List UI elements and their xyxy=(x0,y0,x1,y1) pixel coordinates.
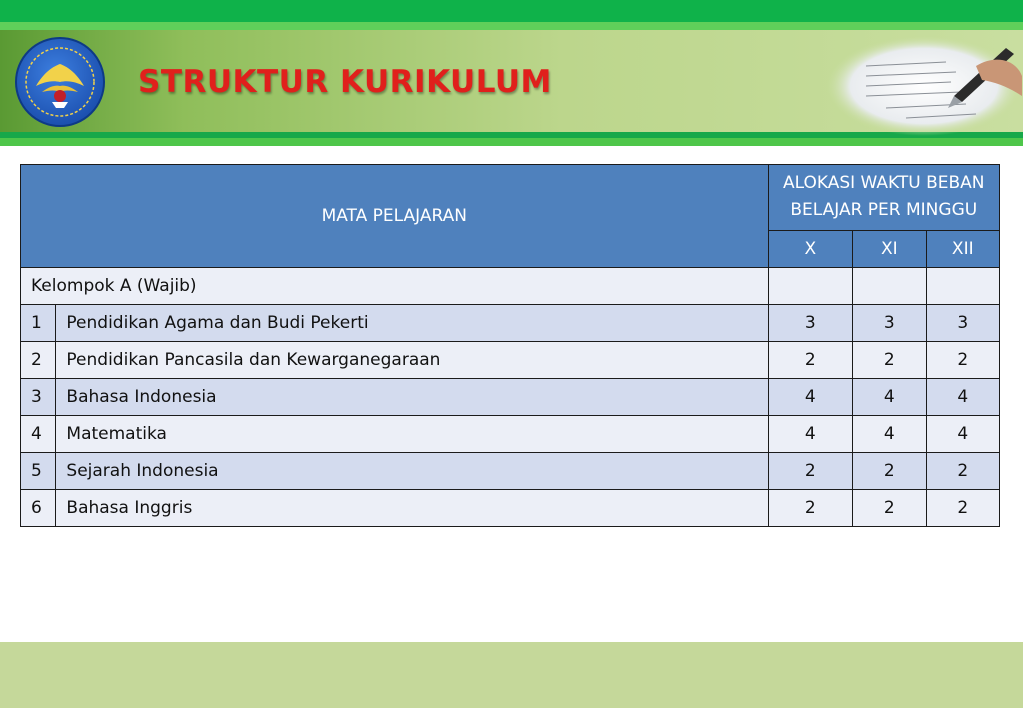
hours-x: 3 xyxy=(768,305,853,342)
row-number: 3 xyxy=(21,379,56,416)
subject-name: Pendidikan Pancasila dan Kewarganegaraan xyxy=(56,342,768,379)
hours-x: 2 xyxy=(768,490,853,527)
hours-xii: 4 xyxy=(926,379,999,416)
hours-xi: 3 xyxy=(853,305,926,342)
slide-header xyxy=(0,0,1023,160)
group-label: Kelompok A (Wajib) xyxy=(21,268,769,305)
subject-name: Sejarah Indonesia xyxy=(56,453,768,490)
subject-name: Pendidikan Agama dan Budi Pekerti xyxy=(56,305,768,342)
table-row xyxy=(21,379,1000,416)
table-row xyxy=(21,342,1000,379)
subject-name: Matematika xyxy=(56,416,768,453)
row-number: 4 xyxy=(21,416,56,453)
hours-xi: 4 xyxy=(853,416,926,453)
header-bottom-band-light xyxy=(0,138,1023,146)
table-row xyxy=(21,490,1000,527)
slide-footer xyxy=(0,642,1023,708)
hours-xi: 2 xyxy=(853,342,926,379)
hours-x: 4 xyxy=(768,379,853,416)
subject-column-header: MATA PELAJARAN xyxy=(21,165,769,268)
grade-header-x: X xyxy=(768,230,853,267)
group-row xyxy=(21,268,1000,305)
page-title: STRUKTUR KURIKULUM xyxy=(138,64,552,100)
row-number: 2 xyxy=(21,342,56,379)
table-row xyxy=(21,416,1000,453)
subject-name: Bahasa Indonesia xyxy=(56,379,768,416)
grade-header-xi: XI xyxy=(853,230,926,267)
hours-xi: 4 xyxy=(853,379,926,416)
document-pen-photo xyxy=(826,36,1022,136)
subject-name: Bahasa Inggris xyxy=(56,490,768,527)
group-cell-xi xyxy=(853,268,926,305)
ministry-emblem-icon xyxy=(14,36,106,128)
header-top-band-light xyxy=(0,22,1023,30)
hours-x: 2 xyxy=(768,342,853,379)
table-row xyxy=(21,305,1000,342)
row-number: 1 xyxy=(21,305,56,342)
grade-header-xii: XII xyxy=(926,230,999,267)
hours-xii: 2 xyxy=(926,490,999,527)
group-cell-xii xyxy=(926,268,999,305)
hours-xii: 4 xyxy=(926,416,999,453)
curriculum-table xyxy=(20,164,1000,527)
hours-xii: 2 xyxy=(926,453,999,490)
row-number: 6 xyxy=(21,490,56,527)
hours-x: 4 xyxy=(768,416,853,453)
group-cell-x xyxy=(768,268,853,305)
header-top-band xyxy=(0,0,1023,22)
hours-xi: 2 xyxy=(853,453,926,490)
hours-xi: 2 xyxy=(853,490,926,527)
hours-x: 2 xyxy=(768,453,853,490)
allocation-column-header: ALOKASI WAKTU BEBAN BELAJAR PER MINGGU xyxy=(768,165,999,231)
hours-xii: 2 xyxy=(926,342,999,379)
hours-xii: 3 xyxy=(926,305,999,342)
row-number: 5 xyxy=(21,453,56,490)
table-row xyxy=(21,453,1000,490)
